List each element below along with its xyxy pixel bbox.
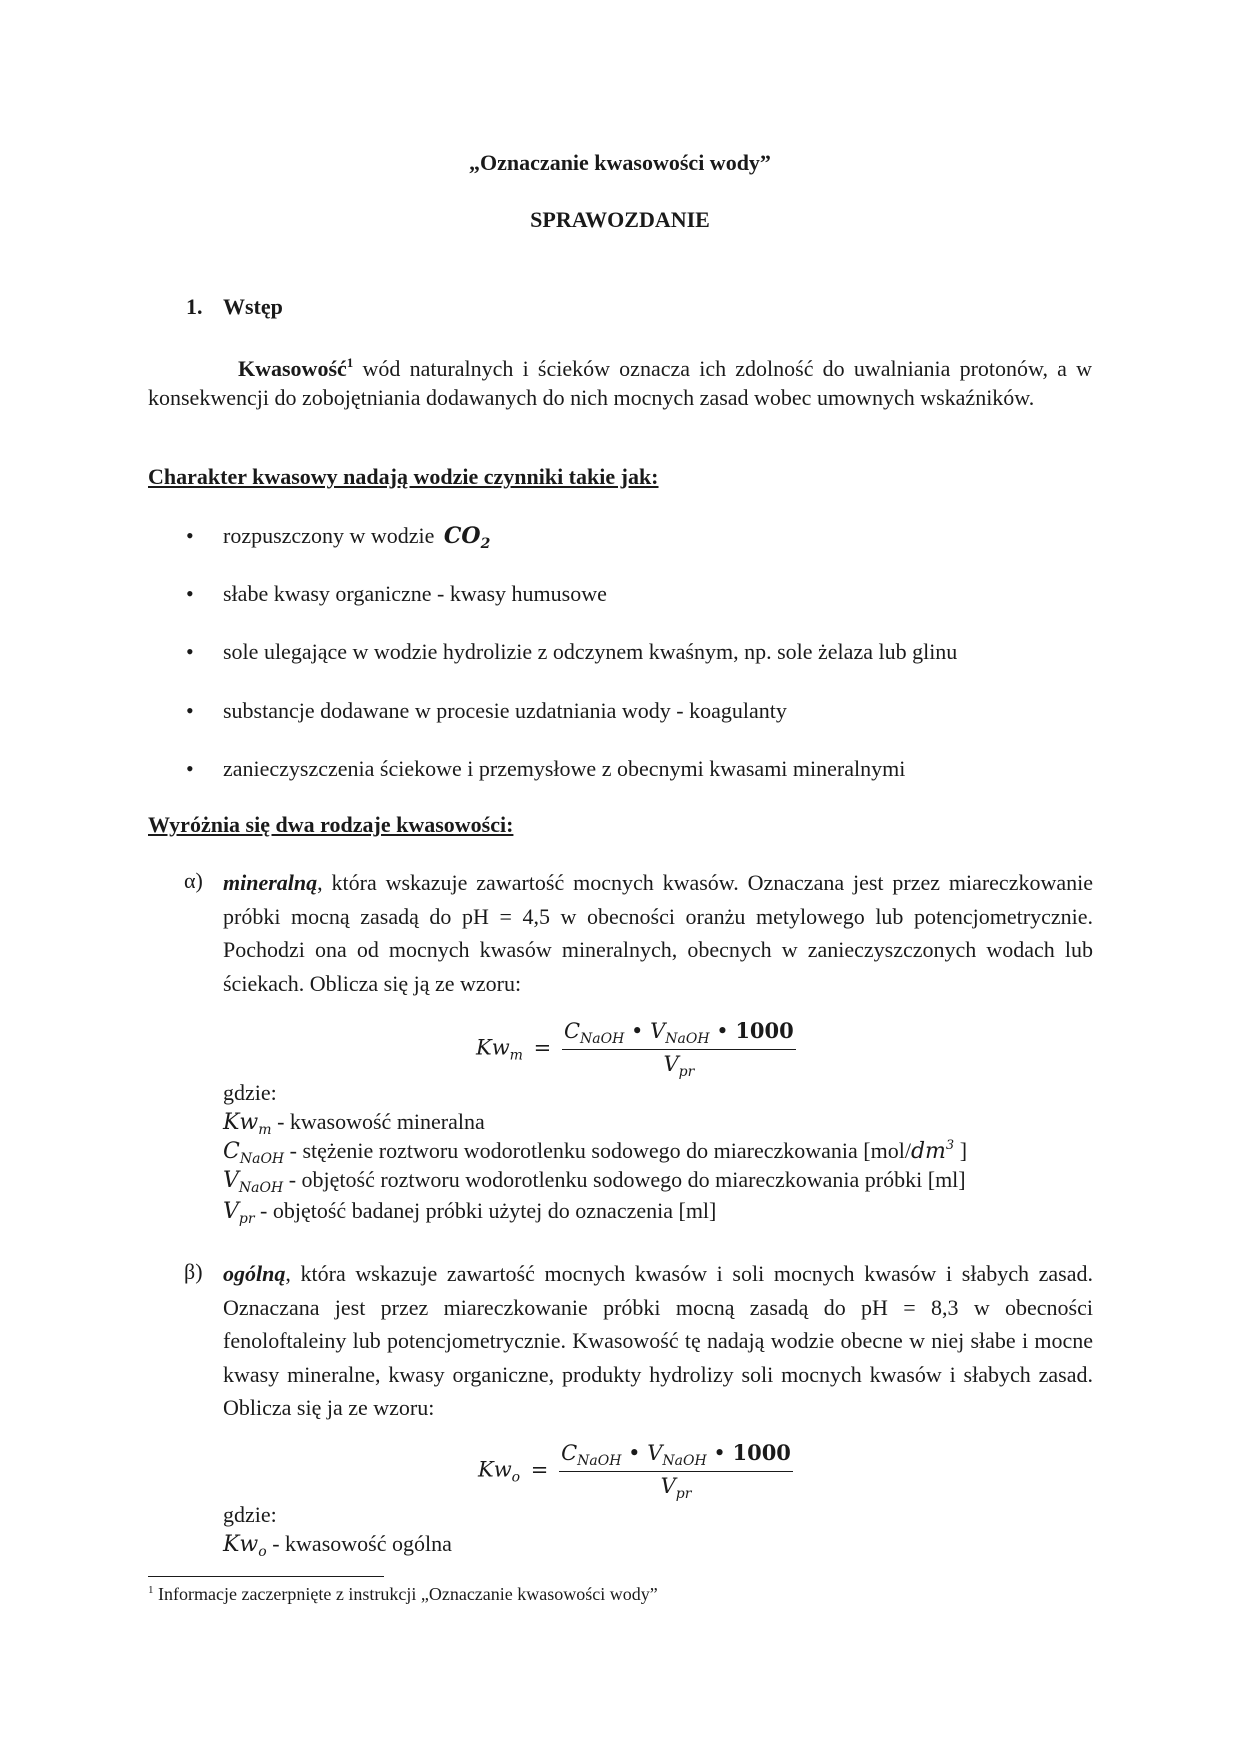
legend-item: $Kw_o$ - kwasowość ogólna: [223, 1531, 452, 1560]
factor-item: sole ulegające w wodzie hydrolizie z odczynem kwaśnym, np. sole żelaza lub glinu: [223, 639, 958, 664]
alpha-marker: α): [184, 868, 203, 893]
document-subtitle: SPRAWOZDANIE: [530, 207, 710, 232]
bullet-icon: •: [186, 698, 194, 723]
section-heading: Wstęp: [223, 294, 283, 319]
mineral-text: , która wskazuje zawartość mocnych kwasów. Oznaczana jest przez miareczkowanie próbki mocną zasadą do pH = 4,5 w obecności oranżu metylowego lub potencjometrycznie. Pochodzi ona od mocnych kwasów mineralnych, obecnych w zanieczyszczonych wodach lub ściekach. Oblicza się ją ze wzoru:: [223, 870, 1093, 996]
intro-text: wód naturalnych i ścieków oznacza ich zdolność do uwalniania protonów, a w konsekwencji do zobojętniania dodawanych do nich mocnych zasad wobec umownych wskaźników.: [148, 356, 1092, 410]
bullet-icon: •: [186, 639, 194, 664]
legend-item: $V_{NaOH}$ - objętość roztworu wodorotlenku sodowego do miareczkowania próbki [ml]: [223, 1167, 966, 1196]
footnote: [148, 1584, 658, 1605]
factor-item: substancje dodawane w procesie uzdatniania wody - koagulanty: [223, 698, 787, 723]
total-paragraph: [223, 1257, 1093, 1425]
section-number: 1.: [186, 294, 203, 319]
footnote-text: Informacje zaczerpnięte z instrukcji „Oznaczanie kwasowości wody”: [158, 1584, 658, 1604]
types-heading: Wyróżnia się dwa rodzaje kwasowości:: [148, 812, 514, 837]
factor-item: słabe kwasy organiczne - kwasy humusowe: [223, 581, 607, 606]
bullet-icon: •: [186, 581, 194, 606]
legend-item: $Kw_m$ - kwasowość mineralna: [223, 1109, 485, 1138]
where-label: gdzie:: [223, 1080, 277, 1105]
footnote-separator: [148, 1576, 384, 1577]
total-text: , która wskazuje zawartość mocnych kwasów i soli mocnych kwasów i słabych zasad. Oznaczana jest przez miareczkowanie próbki mocną zasadą do pH = 8,3 w obecności fenoloftaleiny lub potencjometrycznie. Kwasowość tę nadają wodzie obecne w niej słabe i mocne kwasy mineralne, kwasy organiczne, produkty hydrolizy soli mocnych kwasów i słabych zasad. Oblicza się ja ze wzoru:: [223, 1261, 1093, 1420]
bullet-icon: •: [186, 523, 194, 548]
mineral-formula: $Kw_m$ = $\frac{C_{NaOH} • V_{NaOH} • 1000}{V_{pr}}$: [476, 1018, 794, 1080]
document-title: „Oznaczanie kwasowości wody”: [469, 150, 771, 175]
intro-term: Kwasowość: [238, 356, 347, 381]
co2-formula: $CO_2$: [443, 523, 491, 552]
legend-item: $C_{NaOH}$ - stężenie roztworu wodorotlenku sodowego do miareczkowania [$mol/dm^3$ ]: [223, 1138, 968, 1167]
where-label: gdzie:: [223, 1502, 277, 1527]
mineral-paragraph: [223, 866, 1093, 1000]
factors-heading: Charakter kwasowy nadają wodzie czynniki takie jak:: [148, 464, 659, 489]
factor-item: zanieczyszczenia ściekowe i przemysłowe z obecnymi kwasami mineralnymi: [223, 756, 906, 781]
bullet-icon: •: [186, 756, 194, 781]
factor-item: rozpuszczony w wodzie $CO_2$: [223, 523, 491, 552]
footnote-ref: 1: [346, 355, 354, 370]
mineral-term: mineralną: [223, 870, 318, 895]
footnote-number: 1: [148, 1584, 154, 1596]
total-term: ogólną: [223, 1261, 286, 1286]
intro-paragraph: [148, 348, 1092, 412]
beta-marker: β): [184, 1259, 203, 1284]
total-formula: $Kw_o$ = $\frac{C_{NaOH} • V_{NaOH} • 1000}{V_{pr}}$: [478, 1440, 791, 1502]
legend-item: $V_{pr}$ - objętość badanej próbki użytej do oznaczenia [ml]: [223, 1198, 717, 1227]
